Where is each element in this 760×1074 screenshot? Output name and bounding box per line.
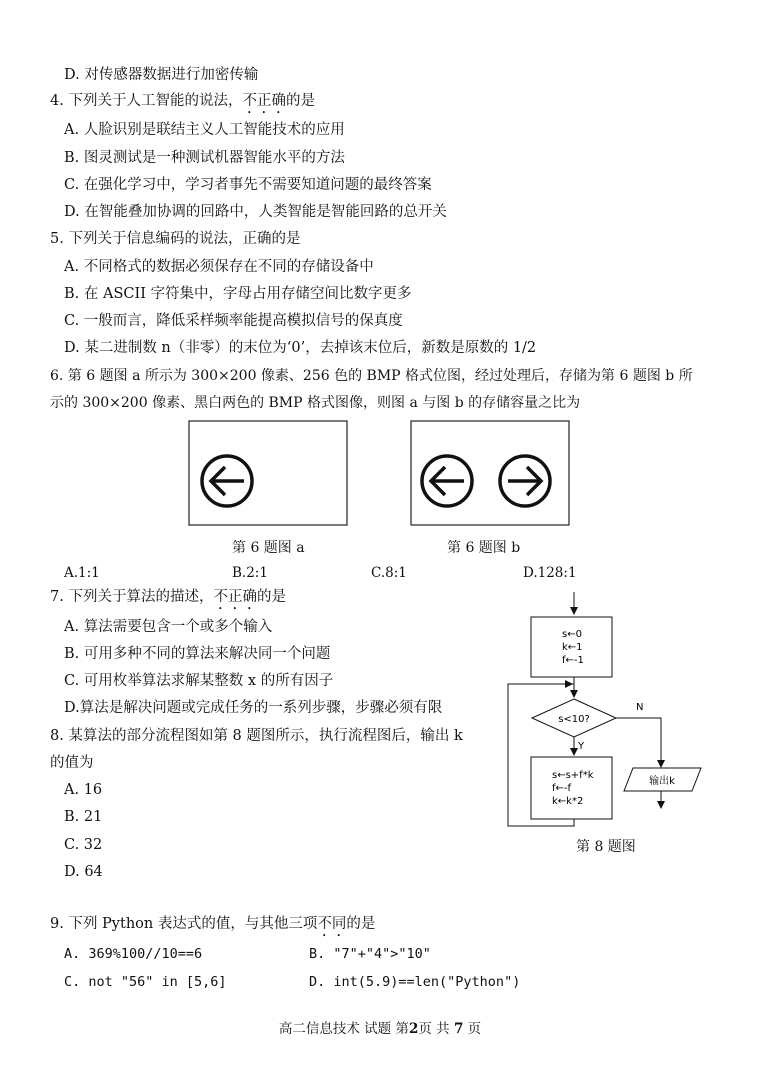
q6-option-c: C.8:1: [371, 565, 407, 581]
q4-option-b: B. 图灵测试是一种测试机器智能水平的方法: [64, 150, 345, 166]
q7-stem-emphasis: 不正确: [213, 589, 257, 605]
q9-option-b: B. "7"+"4">"10": [309, 946, 431, 962]
q7-option-c: C. 可用枚举算法求解某整数 x 的所有因子: [64, 673, 334, 689]
q6-stem-line1: 6. 第 6 题图 a 所示为 300×200 像素、256 色的 BMP 格式位图，经过处理后，存储为第 6 题图 b 所: [50, 368, 693, 384]
q6-option-d: D.128:1: [523, 565, 577, 581]
q9-stem-post: 的是: [346, 916, 376, 932]
q6-figure-a: [188, 420, 350, 528]
q6-caption-a: 第 6 题图 a: [232, 540, 305, 556]
q6-option-a: A.1:1: [64, 565, 100, 581]
q6-caption-b: 第 6 题图 b: [447, 540, 521, 556]
q4-option-c: C. 在强化学习中，学习者事先不需要知道问题的最终答案: [64, 177, 432, 193]
q7-stem: [50, 588, 286, 613]
q9-option-d: D. int(5.9)==len("Python"): [309, 974, 521, 990]
page-footer: [0, 1017, 760, 1037]
flow-init-line: f←-1: [562, 655, 584, 666]
footer-suffix: 页: [467, 1021, 482, 1037]
q8-option-d: D. 64: [64, 864, 103, 880]
flow-init-line: s←0: [562, 629, 582, 640]
q5-option-a: A. 不同格式的数据必须保存在不同的存储设备中: [64, 259, 374, 275]
flow-init-line: k←1: [562, 642, 583, 653]
q6-figure-b: [410, 420, 572, 528]
q5-option-b: B. 在 ASCII 字符集中，字母占用存储空间比数字更多: [64, 286, 412, 302]
q8-stem-line1: 8. 某算法的部分流程图如第 8 题图所示，执行流程图后，输出 k: [50, 728, 463, 744]
q3-option-d: D. 对传感器数据进行加密传输: [64, 67, 259, 83]
q4-stem-post: 的是: [285, 93, 315, 109]
q5-option-c: C. 一般而言，降低采样频率能提高模拟信号的保真度: [64, 313, 403, 329]
q8-stem-line2: 的值为: [50, 755, 94, 771]
q9-stem-emphasis: 不同: [317, 916, 347, 932]
q4-stem-pre: 4. 下列关于人工智能的说法，: [50, 93, 243, 109]
flow-body-box: [531, 757, 612, 819]
flow-yes-label: Y: [578, 741, 585, 752]
q5-option-d: D. 某二进制数 n（非零）的末位为‘0’，去掉该末位后，新数是原数的 1/2: [64, 340, 537, 356]
q8-option-a: A. 16: [64, 782, 103, 798]
flow-output-label: 输出k: [649, 776, 675, 787]
q6-stem-line2: 示的 300×200 像素、黑白两色的 BMP 格式图像，则图 a 与图 b 的存储容量之比为: [50, 395, 581, 411]
flow-body-line: s←s+f*k: [552, 770, 594, 781]
q8-caption: 第 8 题图: [576, 839, 636, 855]
footer-total-pages: 7: [453, 1021, 464, 1037]
q4-stem: [50, 92, 315, 117]
q9-stem: [50, 915, 375, 940]
q9-option-a: A. 369%100//10==6: [64, 946, 203, 962]
q7-stem-post: 的是: [256, 589, 286, 605]
q7-option-d: D.算法是解决问题或完成任务的一系列步骤，步骤必须有限: [64, 700, 443, 716]
q4-option-d: D. 在智能叠加协调的回路中，人类智能是智能回路的总开关: [64, 204, 447, 220]
footer-page-number: 2: [408, 1021, 419, 1037]
q8-option-b: B. 21: [64, 809, 103, 825]
q6-option-b: B.2:1: [232, 565, 268, 581]
q7-stem-pre: 7. 下列关于算法的描述，: [50, 589, 214, 605]
flow-no-label: N: [636, 702, 644, 713]
flow-condition: s<10?: [558, 714, 590, 725]
q9-option-c: C. not "56" in [5,6]: [64, 974, 227, 990]
q8-flowchart: [500, 588, 715, 833]
q5-stem: 5. 下列关于信息编码的说法，正确的是: [50, 231, 301, 247]
q8-option-c: C. 32: [64, 837, 103, 853]
q7-option-a: A. 算法需要包含一个或多个输入: [64, 619, 273, 635]
q4-option-a: A. 人脸识别是联结主义人工智能技术的应用: [64, 122, 345, 138]
flow-body-line: f←-f: [552, 783, 572, 794]
q7-option-b: B. 可用多种不同的算法来解决同一个问题: [64, 646, 331, 662]
footer-middle: 页 共: [418, 1021, 450, 1037]
q4-stem-emphasis: 不正确: [242, 93, 286, 109]
q9-stem-pre: 9. 下列 Python 表达式的值，与其他三项: [50, 916, 318, 932]
footer-prefix: 高二信息技术 试题 第: [278, 1021, 409, 1037]
flow-body-line: k←k*2: [552, 796, 584, 807]
